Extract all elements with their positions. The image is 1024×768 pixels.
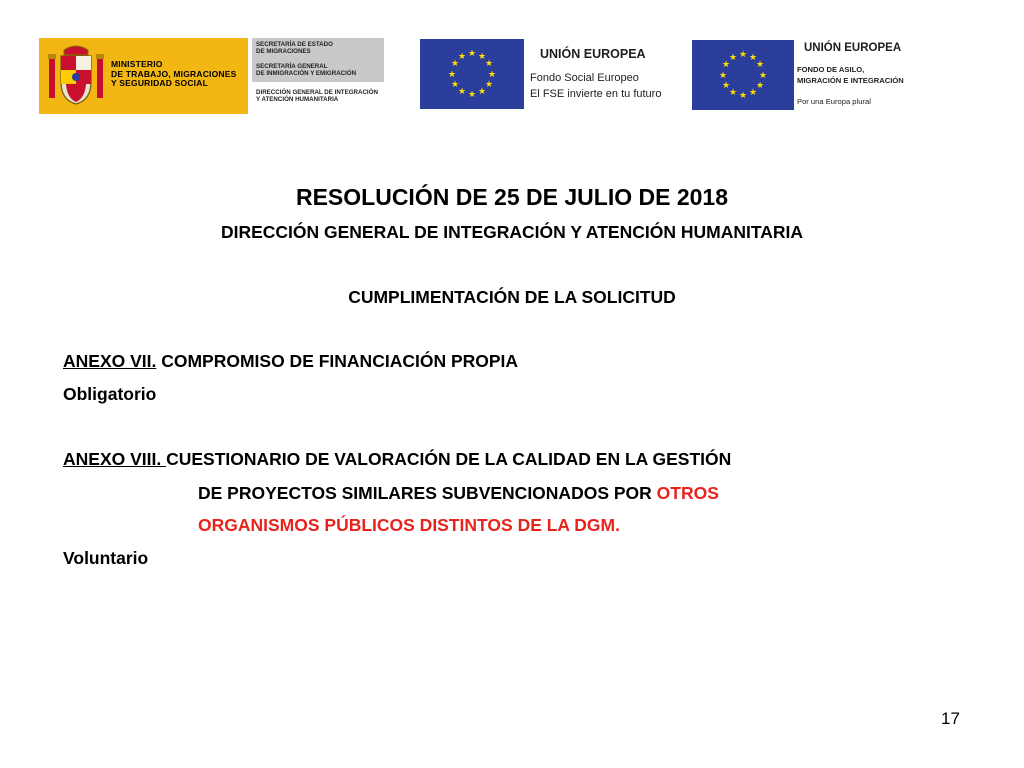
eu-logo-slogan: El FSE invierte en tu futuro bbox=[530, 88, 662, 100]
eu-flag-icon bbox=[420, 39, 524, 109]
annex-8-line-2 bbox=[198, 483, 719, 504]
eu-logo-title: UNIÓN EUROPEA bbox=[804, 42, 902, 54]
svg-text:★: ★ bbox=[484, 59, 494, 69]
svg-text:★: ★ bbox=[758, 71, 768, 81]
svg-text:★: ★ bbox=[477, 87, 487, 97]
svg-text:★: ★ bbox=[450, 59, 460, 69]
ministry-line: Y SEGURIDAD SOCIAL bbox=[111, 78, 208, 88]
svg-text:★: ★ bbox=[467, 49, 477, 59]
secretariat-line: SECRETARÍA DE ESTADO bbox=[256, 41, 333, 48]
secretariat-line: DE MIGRACIONES bbox=[256, 48, 311, 55]
svg-text:★: ★ bbox=[457, 87, 467, 97]
svg-text:★: ★ bbox=[487, 70, 497, 80]
annex-7-text: COMPROMISO DE FINANCIACIÓN PROPIA bbox=[156, 351, 519, 371]
annex-8 bbox=[63, 449, 731, 470]
section-heading: CUMPLIMENTACIÓN DE LA SOLICITUD bbox=[348, 287, 676, 307]
svg-text:★: ★ bbox=[484, 80, 494, 90]
svg-text:★: ★ bbox=[467, 90, 477, 100]
annex-8-highlight: OTROS bbox=[656, 483, 719, 503]
svg-text:★: ★ bbox=[718, 71, 728, 81]
eu-flag-icon bbox=[692, 40, 794, 110]
page-number: 17 bbox=[941, 709, 960, 728]
annex-8-text: DE PROYECTOS SIMILARES SUBVENCIONADOS POR bbox=[198, 483, 657, 503]
annex-7 bbox=[63, 351, 518, 372]
ministry-line: DE TRABAJO, MIGRACIONES bbox=[111, 68, 237, 79]
svg-text:★: ★ bbox=[477, 52, 487, 62]
svg-text:★: ★ bbox=[755, 81, 765, 91]
annex-8-text: CUESTIONARIO DE VALORACIÓN DE LA CALIDAD EN LA GESTIÓN bbox=[166, 449, 732, 469]
directorate-line: DIRECCIÓN GENERAL DE INTEGRACIÓN bbox=[256, 89, 378, 96]
annex-8-label: ANEXO VIII. bbox=[63, 449, 167, 469]
eu-logo-slogan: Por una Europa plural bbox=[797, 97, 871, 106]
svg-text:★: ★ bbox=[748, 88, 758, 98]
svg-text:★: ★ bbox=[755, 60, 765, 70]
svg-text:★: ★ bbox=[748, 53, 758, 63]
secretariat-general bbox=[256, 63, 356, 77]
slide-title: RESOLUCIÓN DE 25 DE JULIO DE 2018 bbox=[295, 184, 728, 210]
secretariat-state bbox=[256, 41, 333, 55]
annex-7-requirement: Obligatorio bbox=[63, 384, 157, 404]
coat-of-arms-icon bbox=[47, 44, 105, 108]
ministry-line: MINISTERIO bbox=[111, 59, 163, 69]
directorate-line: Y ATENCIÓN HUMANITARIA bbox=[256, 96, 339, 103]
eu-logo-fund: MIGRACIÓN E INTEGRACIÓN bbox=[797, 76, 904, 85]
svg-text:★: ★ bbox=[450, 80, 460, 90]
secretariat-line: SECRETARÍA GENERAL bbox=[256, 63, 328, 70]
ministry-logo bbox=[39, 38, 248, 114]
svg-text:★: ★ bbox=[728, 53, 738, 63]
svg-text:★: ★ bbox=[738, 50, 748, 60]
svg-text:★: ★ bbox=[447, 70, 457, 80]
svg-text:★: ★ bbox=[728, 88, 738, 98]
eu-logo-title: UNIÓN EUROPEA bbox=[540, 47, 646, 61]
eu-logo-fund: FONDO DE ASILO, bbox=[797, 65, 865, 74]
ministry-name bbox=[111, 60, 237, 89]
svg-text:★: ★ bbox=[721, 60, 731, 70]
secretariat-line: DE INMIGRACIÓN Y EMIGRACIÓN bbox=[256, 70, 357, 77]
directorate bbox=[256, 89, 378, 103]
eu-logo-fund: Fondo Social Europeo bbox=[530, 72, 639, 84]
annex-7-label: ANEXO VII. bbox=[63, 351, 157, 371]
annex-8-requirement: Voluntario bbox=[63, 548, 149, 568]
svg-text:★: ★ bbox=[457, 52, 467, 62]
annex-8-highlight: ORGANISMOS PÚBLICOS DISTINTOS DE LA DGM. bbox=[198, 515, 620, 535]
svg-text:★: ★ bbox=[721, 81, 731, 91]
slide-subtitle: DIRECCIÓN GENERAL DE INTEGRACIÓN Y ATENCIÓN HUMANITARIA bbox=[220, 222, 804, 242]
svg-text:★: ★ bbox=[738, 91, 748, 101]
